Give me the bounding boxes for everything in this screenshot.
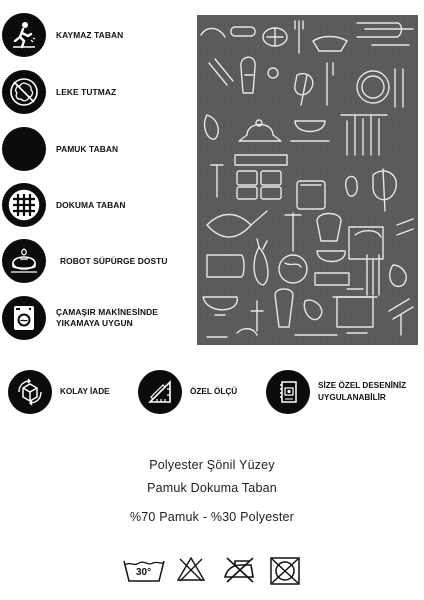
pattern-book-icon — [266, 370, 310, 414]
stain-icon — [2, 70, 46, 114]
feature-label: ÖZEL ÖLÇÜ — [190, 387, 238, 396]
feature-label-line1: ÇAMAŞIR MAKİNESİNDE — [56, 307, 158, 317]
feature-custom-pattern — [266, 370, 406, 414]
feature-label-line2: UYGULANABİLİR — [318, 393, 386, 402]
no-tumble-dry-icon — [268, 555, 302, 587]
feature-label: PAMUK TABAN — [56, 143, 119, 154]
feature-easy-return — [8, 370, 110, 414]
feature-label: KAYMAZ TABAN — [56, 29, 124, 40]
feature-machine-washable — [2, 295, 192, 341]
wash-30-icon — [122, 555, 166, 585]
feature-non-slip — [2, 12, 192, 58]
description-surface: Polyester Şönil Yüzey — [149, 458, 275, 472]
feature-label: ROBOT SÜPÜRGE DOSTU — [60, 255, 168, 266]
feature-label: KOLAY İADE — [60, 387, 110, 396]
feature-label-line1: SİZE ÖZEL DESENİNİZ — [318, 381, 407, 390]
wash-temp-label: 30° — [136, 567, 152, 578]
weave-icon — [2, 183, 46, 227]
description-base: Pamuk Dokuma Taban — [147, 481, 277, 495]
feature-label-line2: YIKAMAYA UYGUN — [56, 318, 133, 328]
feature-label: LEKE TUTMAZ — [56, 86, 117, 97]
ruler-triangle-icon — [138, 370, 182, 414]
slip-person-icon — [2, 13, 46, 57]
feature-label: DOKUMA TABAN — [56, 199, 126, 210]
feature-robot-vacuum — [2, 238, 192, 284]
feature-label — [56, 307, 158, 329]
feature-stain-resistant — [2, 69, 192, 115]
no-bleach-icon — [176, 555, 206, 583]
feature-custom-size — [138, 370, 237, 414]
feature-label — [318, 380, 406, 404]
rug-product-image — [197, 15, 418, 345]
robot-vacuum-icon — [2, 239, 46, 283]
no-iron-icon — [221, 555, 257, 585]
washing-machine-icon — [2, 296, 46, 340]
description-composition: %70 Pamuk - %30 Polyester — [129, 510, 295, 524]
feature-woven-base — [2, 182, 192, 228]
feature-cotton-base — [2, 126, 192, 172]
cotton-icon — [2, 127, 46, 171]
return-box-icon — [8, 370, 52, 414]
